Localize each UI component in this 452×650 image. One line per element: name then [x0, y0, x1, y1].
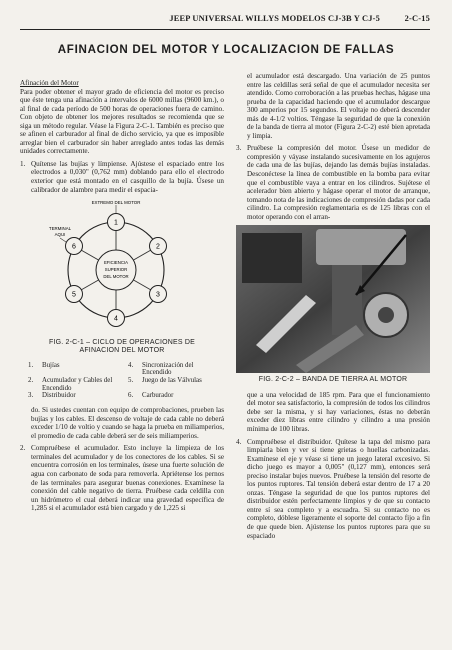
figure-caption-line-1: FIG. 2-C-1 – CICLO DE OPERACIONES DE [48, 338, 196, 346]
figure-label-aqui: AQUI [54, 232, 66, 238]
step-number: 4. [236, 437, 242, 446]
step-1 [20, 160, 224, 194]
figure-label-terminal: TERMINAL [48, 226, 72, 232]
step-text: Quítense las bujías y límpiense. Ajústese el espaciado entre los electrodos a 0,030" (0,762 mm) doblando para ello el electrodo exterior que está montado en el casquillo de la bujía. Úsese un calibrador de alambre para medir el espacia- [31, 159, 224, 194]
center-label-1: EFICIENCIA [103, 260, 129, 266]
tuneup-cycle-diagram [20, 198, 224, 336]
page-title: AFINACION DEL MOTOR Y LOCALIZACION DE FALLAS [57, 43, 395, 56]
engine-part [316, 229, 406, 265]
figure-caption [20, 339, 224, 356]
figure-caption-line-2: AFINACION DEL MOTOR [79, 347, 165, 355]
step-4 [236, 438, 430, 541]
step-text: Compruébese el acumulador. Esto incluye la limpieza de los terminales del acumulador y de los conectores de los cables. Si se encuentra corrosión en los terminales, úsese una fuerte solución de agua con carbonato de soda para removerla. Apriétense los pernos de las terminales para asegurar buenas conexiones. Examínese la conexión del cable negativo de tierra. Pruébese cada celdilla con un hidrómetro el cual deberá indicar una gravedad específica de 1,285 si el acumulador está bien cargado y de 1,225 si [31, 444, 224, 513]
legend-item: 3. Distribuidor [28, 392, 76, 400]
figure-legend [28, 362, 224, 401]
engine-photo-illustration [236, 225, 430, 373]
step-node-label: 1 [114, 219, 118, 227]
step-3-continued: que a una velocidad de 185 rpm. Para que el funcionamiento del motor sea satisfactorio, la compresión de todos los cilindros debe ser la misma, y si hay variaciones, éstas no deberán exceder diez libras entre cilindro y cilindro a una presión mínima de 100 libras. [247, 390, 430, 433]
step-node-label: 2 [156, 243, 160, 251]
center-label-3: DEL MOTOR [103, 274, 129, 280]
section-subheading: Afinación del Motor [20, 79, 79, 87]
step-1-continued: do. Si ustedes cuentan con equipo de comprobaciones, prueben las bujías y los cables. El descenso de voltaje de cada cable no deberá exceder 1/10 de voltio y cuando se haga la prueba en miliamperios, el promedio de cada cable deberá ser de seis miliamperios. [31, 406, 224, 440]
left-column [20, 79, 224, 517]
running-head [20, 14, 430, 26]
legend-item: 6. Carburador [128, 392, 174, 400]
engine-part [378, 307, 394, 323]
tuneup-cycle-figure [20, 198, 224, 356]
center-label-2: SUPERIOR [104, 267, 128, 273]
step-text: Pruébese la compresión del motor. Úsese un medidor de compresión y váyase instalando sucesivamente en los agujeros de cada una de las bujías, dejando las demás bujías instaladas. Desconéctese la línea de combustible en la bomba para evitar que el combustible vaya a entrar en los cilindros. Sujétese el acelerador bien abierto y hágase operar el motor de arranque, tomando nota de las indicaciones de compresión dadas por cada cilindro. La compresión reglamentaria es de 125 libras con el motor operando con el arran- [247, 144, 430, 221]
step-number: 3. [236, 144, 242, 153]
legend-item: 5. Juego de las Válvulas [128, 377, 202, 385]
intro-paragraph: Para poder obtener el mayor grado de eficiencia del motor es preciso que éste tenga una afinación a intervalos de 6000 millas (9600 km.), o al final de cada período de 500 horas de operaciones fuera de camino. Con objeto de obtener los mejores resultados se recomienda que se siga un método regular. Véase la Figura 2-C-1. También es preciso que se afinen el carburador al final de dicho servicio, ya que es imposible arreglar bien el carburador sin haber arreglado antes todas las demás unidades correctamente. [20, 87, 224, 156]
page-number: 2-C-15 [404, 14, 430, 23]
step-number: 2. [20, 444, 26, 453]
legend-item: 4. Sincronización del Encendido [128, 361, 194, 377]
step-2-continued: el acumulador está descargado. Una variación de 25 puntos entre las celdillas será señal de que el acumulador necesita ser atendido. Como corroboración a las pruebas hechas, hágase una prueba de la capacidad haciendo que el acumulador descargue 300 amperios por 15 segundos. El voltaje no deberá descender más de 4-1/2 voltios. Téngase la seguridad de que la conexión de la banda de tierra al motor (Figura 2-C-2) esté bien apretada y limpia. [247, 72, 430, 140]
step-text: Compruébese el distribuidor. Quítese la tapa del mismo para limpiarla bien y ver si tiene grietas o huellas carbonizadas. Examínese el eje y véase si tiene un juego lateral excesivo. Si dicho juego es mayor a 0,005" (0,127 mm), entonces será preciso instalar bujes nuevos. Pruébese la tensión del resorte de los puntos ruptores. Tal tensión deberá estar dentro de 17 a 20 onzas. Téngase la seguridad de que los puntos ruptores del distribuidor estén perfectamente limpios y de que su contacto entre sí sea completo y a escuadra. Si su contacto no es completo, dóblese ligeramente el soporte del contacto fijo a fin de que quede bien. Ajústense los puntos ruptores para que su espaciado [247, 437, 430, 540]
running-title: JEEP UNIVERSAL WILLYS MODELOS CJ-3B Y CJ-5 [169, 14, 380, 23]
figure-label-front: EXTREMO DEL MOTOR [91, 200, 141, 206]
legend-item: 2. Acumulador y Cables del Encendido [28, 377, 113, 392]
step-node-label: 3 [156, 291, 160, 299]
step-3 [236, 144, 430, 221]
engine-part [332, 265, 362, 335]
step-node-label: 4 [114, 315, 118, 323]
ground-strap-photo [236, 225, 430, 373]
step-node-label: 5 [72, 291, 76, 299]
step-2 [20, 444, 224, 512]
step-number: 1. [20, 159, 26, 168]
photo-caption: FIG. 2-C-2 – BANDA DE TIERRA AL MOTOR [258, 376, 408, 384]
engine-block-shade [242, 233, 302, 283]
step-node-label: 6 [72, 243, 76, 251]
right-column [236, 72, 430, 544]
legend-item: 1. Bujías [28, 361, 60, 369]
header-rule [20, 29, 430, 30]
